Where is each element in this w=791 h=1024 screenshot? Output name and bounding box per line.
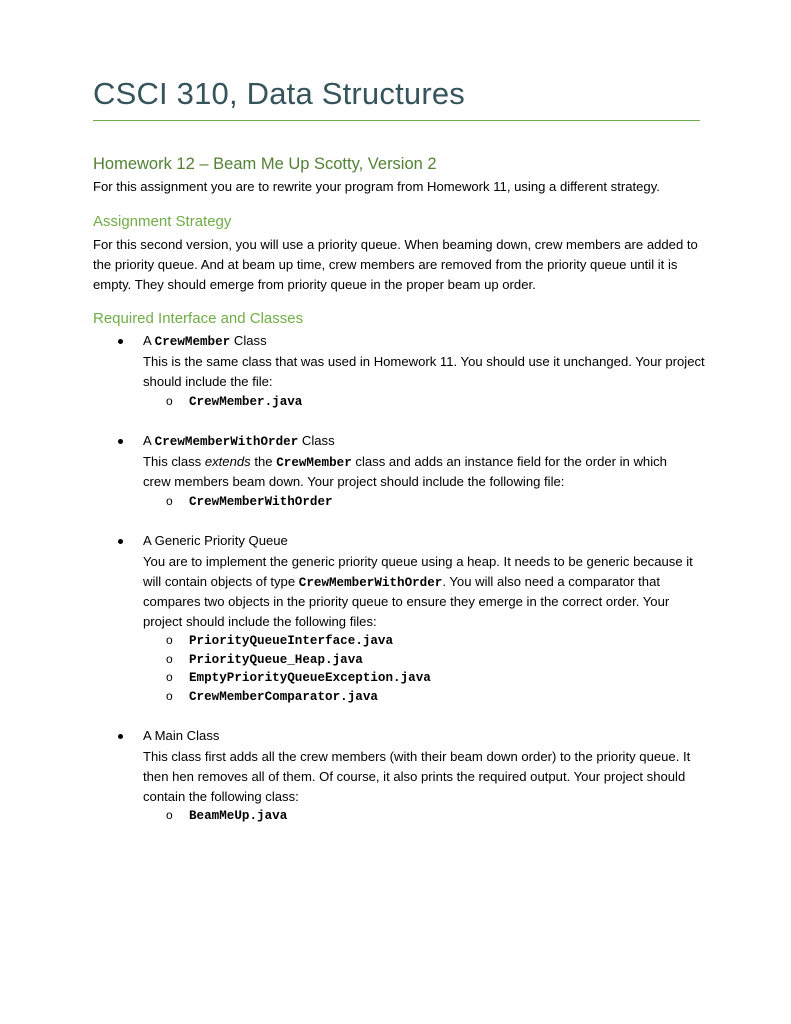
- class-name-code: CrewMember: [276, 456, 352, 470]
- sub-bullet-marker: o: [166, 670, 173, 684]
- sub-bullet-marker: o: [166, 633, 173, 647]
- text-run: . You will also need a comparator that: [442, 574, 660, 589]
- sub-bullet-marker: o: [166, 808, 173, 822]
- list-item-text: This class first adds all the crew members (with their beam down order) to the priority queue. It: [143, 749, 691, 764]
- text-run: the: [250, 454, 277, 469]
- sub-bullet-marker: o: [166, 652, 173, 666]
- class-name-code: CrewMemberWithOrder: [154, 435, 299, 449]
- list-item-text: then hen removes all of them. Of course, it also prints the required output. Your project should: [143, 769, 686, 784]
- sub-bullet-marker: o: [166, 689, 173, 703]
- file-list-item: [166, 806, 287, 825]
- file-list-item: [166, 492, 333, 511]
- list-item-heading: A Main Class: [143, 728, 220, 743]
- list-item-heading: [143, 333, 267, 349]
- file-list-item: [166, 631, 393, 650]
- page-title: CSCI 310, Data Structures: [93, 76, 465, 111]
- file-list-item: [166, 668, 431, 687]
- strategy-line-2: the priority queue. And at beam up time, crew members are removed from the priority queue until it is: [93, 257, 678, 272]
- heading-prefix: A: [143, 333, 155, 348]
- list-item-text: compares two objects in the priority queue to ensure they emerge in the correct order. Your: [143, 594, 670, 609]
- file-list-item: [166, 392, 302, 411]
- file-list-item: [166, 650, 363, 669]
- file-name: CrewMember.java: [189, 395, 303, 409]
- bullet-marker: [118, 539, 123, 544]
- file-name: BeamMeUp.java: [189, 809, 288, 823]
- list-item-text: should include the file:: [143, 374, 273, 389]
- list-item-text: You are to implement the generic priority queue using a heap. It needs to be generic because it: [143, 554, 693, 569]
- homework-heading: Homework 12 – Beam Me Up Scotty, Version 2: [93, 155, 437, 173]
- list-item-text: project should include the following files:: [143, 614, 377, 629]
- required-heading: Required Interface and Classes: [93, 310, 304, 327]
- file-name: CrewMemberWithOrder: [189, 495, 333, 509]
- title-underline: [93, 120, 700, 121]
- bullet-marker: [118, 439, 123, 444]
- list-item-text: [143, 572, 703, 593]
- list-item-heading: A Generic Priority Queue: [143, 533, 288, 548]
- file-list-item: [166, 687, 378, 706]
- list-item-text: crew members beam down. Your project should include the following file:: [143, 474, 565, 489]
- emphasis-text: extends: [204, 454, 251, 469]
- class-name-code: CrewMemberWithOrder: [298, 576, 443, 590]
- strategy-heading: Assignment Strategy: [93, 213, 232, 230]
- list-item-heading: [143, 433, 335, 449]
- bullet-marker: [118, 339, 123, 344]
- heading-suffix: Class: [230, 333, 267, 348]
- list-item-text: This is the same class that was used in Homework 11. You should use it unchanged. Your project: [143, 354, 705, 369]
- text-run: will contain objects of type: [143, 574, 299, 589]
- strategy-line-3: empty. They should emerge from priority queue in the proper beam up order.: [93, 277, 536, 292]
- strategy-line-1: For this second version, you will use a priority queue. When beaming down, crew members are added to: [93, 237, 698, 252]
- file-name: EmptyPriorityQueueException.java: [189, 671, 431, 685]
- file-name: PriorityQueueInterface.java: [189, 634, 394, 648]
- sub-bullet-marker: o: [166, 394, 173, 408]
- sub-bullet-marker: o: [166, 494, 173, 508]
- text-run: class and adds an instance field for the order in which: [351, 454, 667, 469]
- heading-suffix: Class: [298, 433, 335, 448]
- class-name-code: CrewMember: [154, 335, 231, 349]
- heading-prefix: A: [143, 433, 155, 448]
- intro-paragraph: For this assignment you are to rewrite your program from Homework 11, using a different strategy.: [93, 179, 660, 194]
- text-run: This class: [143, 454, 205, 469]
- file-name: CrewMemberComparator.java: [189, 690, 378, 704]
- bullet-marker: [118, 734, 123, 739]
- list-item-text: contain the following class:: [143, 789, 299, 804]
- file-name: PriorityQueue_Heap.java: [189, 653, 363, 667]
- list-item-text: [143, 452, 703, 473]
